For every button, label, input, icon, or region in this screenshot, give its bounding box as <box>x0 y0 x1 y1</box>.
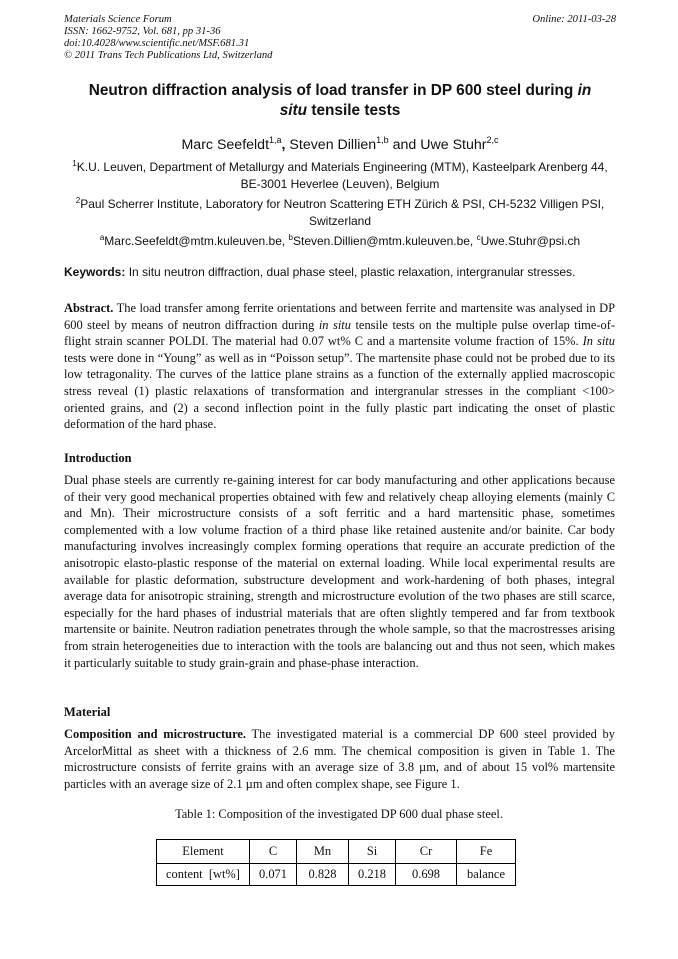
journal-header <box>64 14 616 62</box>
issn: ISSN: 1662-9752, Vol. 681, pp 31-36 <box>64 26 221 37</box>
author-name: Steven Dillien <box>289 137 377 153</box>
section-heading-material: Material <box>64 705 111 719</box>
table-caption: Table 1: Composition of the investigated DP 600 dual phase steel. <box>175 807 503 821</box>
table-row <box>157 864 516 886</box>
table-cell: 0.698 <box>396 864 457 886</box>
table-cell: 0.828 <box>297 864 349 886</box>
table-header-cell: Cr <box>396 840 457 864</box>
online-date: Online: 2011-03-28 <box>532 14 616 25</box>
email-link: Marc.Seefeldt@mtm.kuleuven.be, <box>104 234 289 248</box>
author-name: Marc Seefeldt <box>181 137 270 153</box>
author-name: Uwe Stuhr <box>420 137 487 153</box>
table-cell: 0.218 <box>349 864 396 886</box>
table-header-cell: Element <box>157 840 250 864</box>
introduction-text: Dual phase steels are currently re-gaining interest for car body manufacturing and other applications because of their very good mechanical properties obtained with few and relatively cheap alloying elements (mainly C and Mn). Their microstructure consists of a soft ferritic and a hard martensitic phase, sometimes complemented with a low volume fraction of a third phase like retained austenite and/or bainite. Car body manufacturing involves increasingly complex forming operations that require an accurate prediction of the anisotropic elasto-plastic response of the material on external loading. While local experimental results are available for plastic deformation, substructure development and work-hardening of both phases, integral average data for anisotropic straining, strength and microstructure evolution of the two phases are still scarce, especially for the hard phases of industrial materials that are often slightly tempered and far from textbook martensite or bainite. Neutron radiation penetrates through the whole sample, so that the macrostresses arising from strain heterogeneities due to interaction with the tools are balancing out and thus not seen, which makes it particularly suitable to study grain-grain and phase-phase interaction. <box>64 473 615 670</box>
material-text: Composition and microstructure. The investigated material is a commercial DP 600 steel provided by ArcelorMittal as sheet with a thickness of 2.6 mm. The chemical composition is given in Table 1. The microstructure consists of ferrite grains with an average size of 3.8 µm, and of about 15 vol% martensite particles with an average size of 2.1 µm and often complex shape, see Figure 1. <box>64 727 615 791</box>
journal-name: Materials Science Forum <box>64 14 172 25</box>
email-link: Steven.Dillien@mtm.kuleuven.be, <box>293 234 477 248</box>
author-emails: $^a$Marc.Seefeldt@mtm.kuleuven.be, $^b$Steven.Dillien@mtm.kuleuven.be, $^c$Uwe.Stuhr@psi.ch <box>99 233 581 248</box>
keywords-label: Keywords: <box>64 265 126 279</box>
table-header-cell: Mn <box>297 840 349 864</box>
doi: doi:10.4028/www.scientific.net/MSF.681.31 <box>64 38 250 49</box>
email-link: Uwe.Stuhr@psi.ch <box>480 234 581 248</box>
table-header-row <box>157 840 516 864</box>
subsection-label: Composition and microstructure. <box>64 727 247 741</box>
table-cell: 0.071 <box>250 864 297 886</box>
paper-title: Neutron diffraction analysis of load transfer in DP 600 steel during in situ tensile tests <box>88 82 592 119</box>
table-header-cell: Si <box>349 840 396 864</box>
abstract: Abstract. The load transfer among ferrite orientations and between ferrite and martensite was analysed in DP 600 steel by means of neutron diffraction during in situ tensile tests on the multiple pulse overlap time-of-flight strain scanner POLDI. The material had 0.07 wt% C and a martensite volume fraction of 15%. In situ tests were done in “Young” as well as in “Poisson setup”. The martensite phase could not be probed due to its low tetragonality. The curves of the lattice plane strains as a function of the externally applied macroscopic stress reveal (1) plastic relaxations of transformation and intergranular stresses in the compliant <100> oriented grains, and (2) a second inflection point in the fully plastic part indicating the onset of plastic deformation of the hard phase. <box>64 301 615 432</box>
table-header-cell: C <box>250 840 297 864</box>
table-cell: content [wt%] <box>157 864 250 886</box>
table-cell: balance <box>457 864 516 886</box>
table-header-cell: Fe <box>457 840 516 864</box>
affiliation-2: $^2$Paul Scherrer Institute, Laboratory for Neutron Scattering ETH Zürich & PSI, CH-5232 Villigen PSI, Switzerland <box>75 196 605 228</box>
keywords: Keywords: In situ neutron diffraction, dual phase steel, plastic relaxation, intergranular stresses. <box>64 265 576 279</box>
composition-table <box>156 839 516 886</box>
author-list: Marc Seefeldt$^{1,a}$, Steven Dillien$^{1,b}$ and Uwe Stuhr$^{2,c}$ <box>181 135 499 153</box>
copyright: © 2011 Trans Tech Publications Ltd, Switzerland <box>64 50 273 61</box>
affiliation-1: $^1$K.U. Leuven, Department of Metallurgy and Materials Engineering (MTM), Kasteelpark Arenberg 44, BE-3001 Heverlee (Leuven), Belgium <box>72 159 608 191</box>
section-heading-introduction: Introduction <box>64 451 132 465</box>
abstract-label: Abstract. <box>64 301 114 315</box>
